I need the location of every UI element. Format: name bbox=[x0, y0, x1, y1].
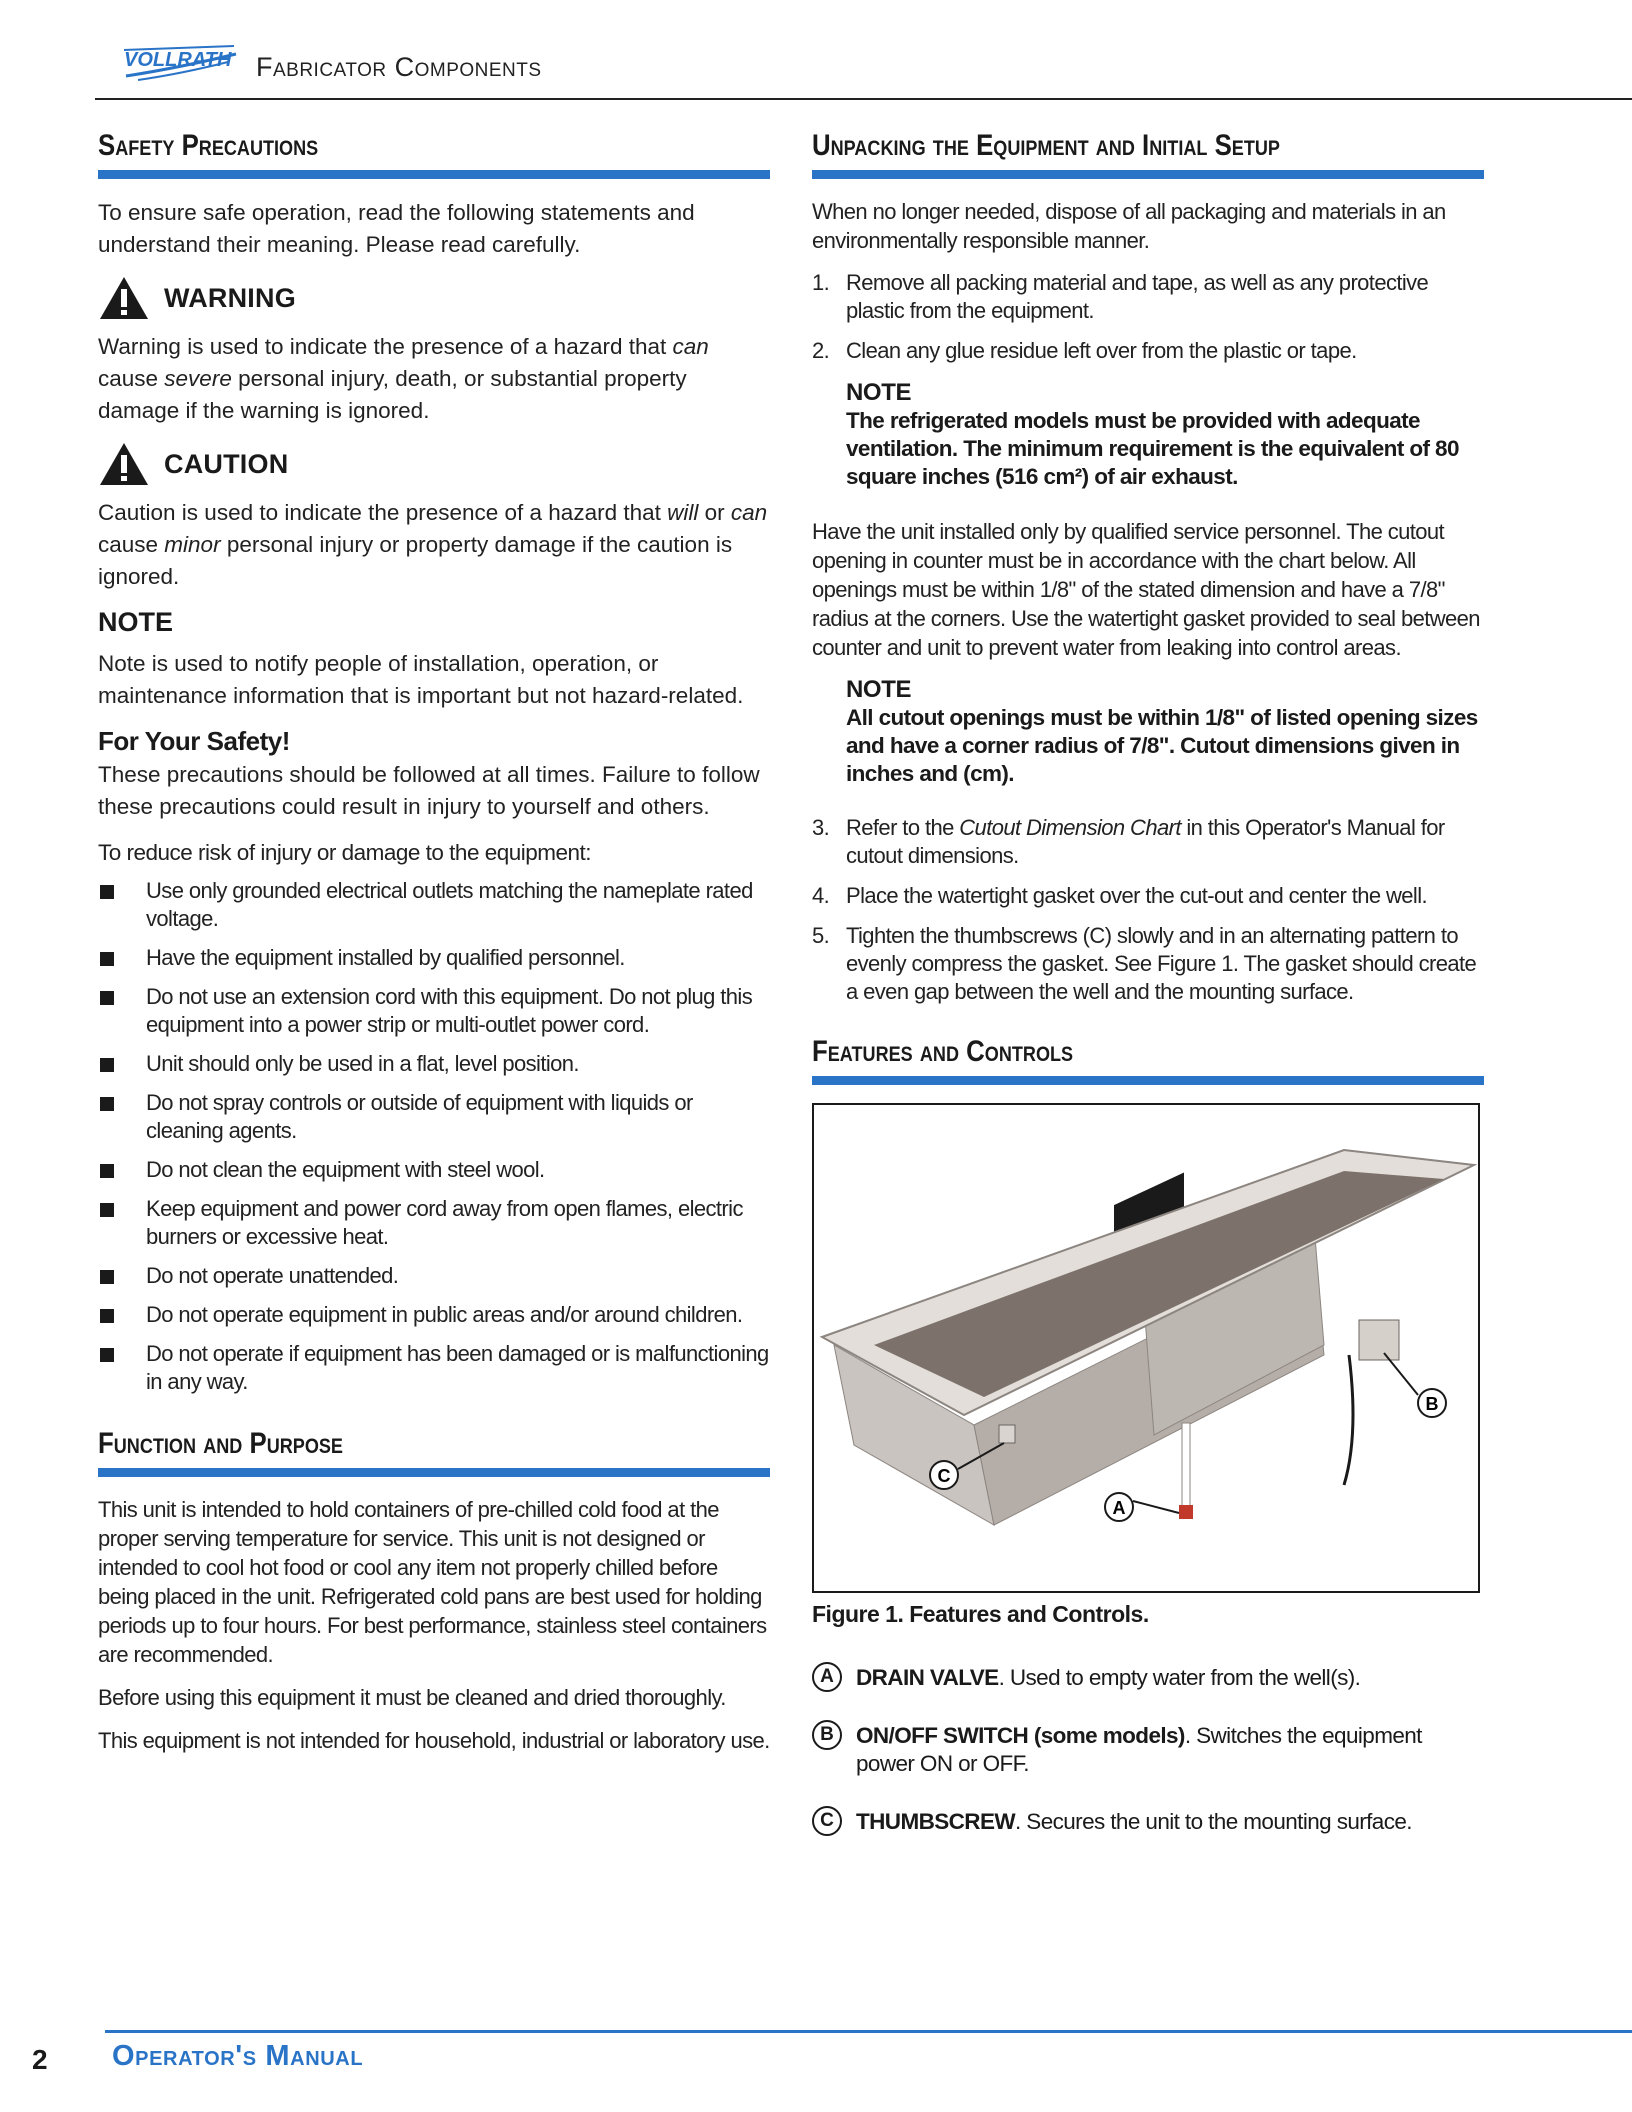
footer-divider bbox=[105, 2030, 1632, 2033]
unpacking-steps-b bbox=[812, 814, 1484, 1006]
bullet-square-icon bbox=[100, 1203, 114, 1217]
list-item: Do not operate unattended. bbox=[98, 1262, 770, 1290]
bullet-square-icon bbox=[100, 1058, 114, 1072]
section-bar bbox=[812, 170, 1484, 179]
header-divider bbox=[95, 98, 1632, 100]
svg-text:B: B bbox=[1425, 1394, 1439, 1414]
warning-label: WARNING bbox=[164, 282, 296, 313]
bullet-square-icon bbox=[100, 1097, 114, 1111]
list-item: 2. Clean any glue residue left over from the plastic or tape. bbox=[812, 338, 1357, 363]
bullet-square-icon bbox=[100, 885, 114, 899]
legend-item-b: B ON/OFF SWITCH (some models). Switches the equipment power ON or OFF. bbox=[812, 1722, 1484, 1778]
cutout-note bbox=[846, 676, 1484, 788]
list-item: Do not operate if equipment has been damaged or is malfunctioning in any way. bbox=[98, 1340, 770, 1396]
list-item: 5. Tighten the thumbscrews (C) slowly and in an alternating pattern to evenly compress the gasket. See Figure 1. The gasket should create a even gap between the well and the mounting surface. bbox=[812, 923, 1477, 1004]
ventilation-note bbox=[846, 379, 1484, 491]
note-heading: NOTE bbox=[846, 676, 912, 703]
list-item: Do not clean the equipment with steel wool. bbox=[98, 1156, 770, 1184]
callout-a-icon: A bbox=[812, 1662, 842, 1692]
bullet-square-icon bbox=[100, 1270, 114, 1284]
header-title: Fabricator Components bbox=[256, 52, 542, 82]
warning-text: Warning is used to indicate the presence of a hazard that can cause severe personal injury, death, or substantial property damage if the warning is ignored. bbox=[98, 334, 709, 423]
legend-item-c: C THUMBSCREW. Secures the unit to the mounting surface. bbox=[812, 1808, 1484, 1836]
list-item: 3. Refer to the Cutout Dimension Chart in this Operator's Manual for cutout dimensions. bbox=[812, 815, 1445, 868]
svg-text:C: C bbox=[937, 1466, 951, 1486]
for-your-safety-heading: For Your Safety! bbox=[98, 726, 290, 756]
caution-label: CAUTION bbox=[164, 448, 289, 479]
note-body: All cutout openings must be within 1/8" of listed opening sizes and have a corner radius of 7/8". Cutout dimensions given in inches and (cm). bbox=[846, 705, 1478, 786]
svg-text:A: A bbox=[1112, 1498, 1126, 1518]
safety-precautions-title: Safety Precautions bbox=[98, 129, 319, 162]
list-item: Keep equipment and power cord away from open flames, electric burners or excessive heat. bbox=[98, 1195, 770, 1251]
list-item: Do not use an extension cord with this equipment. Do not plug this equipment into a power strip or multi-outlet power cord. bbox=[98, 983, 770, 1039]
unpacking-title: Unpacking the Equipment and Initial Setup bbox=[812, 129, 1280, 162]
unpacking-intro: When no longer needed, dispose of all packaging and materials in an environmentally responsible manner. bbox=[812, 199, 1446, 253]
note-body: The refrigerated models must be provided with adequate ventilation. The minimum requirement is the equivalent of 80 square inches (516 cm²) of air exhaust. bbox=[846, 408, 1459, 489]
caution-triangle-icon bbox=[98, 441, 150, 487]
svg-text:VOLLRATH: VOLLRATH bbox=[124, 49, 232, 71]
bullet-square-icon bbox=[100, 952, 114, 966]
safety-intro: To ensure safe operation, read the following statements and understand their meaning. Please read carefully. bbox=[98, 200, 695, 257]
vollrath-logo bbox=[118, 36, 240, 88]
callout-b-icon: B bbox=[812, 1720, 842, 1750]
function-paragraph-1: This unit is intended to hold containers of pre-chilled cold food at the proper serving temperature for service. This unit is not designed or intended to cool hot food or cool any item not properly chilled before being placed in the unit. Refrigerated cold pans are best used for holding periods up to four hours. For best performance, stainless steel containers are recommended. bbox=[98, 1497, 767, 1667]
section-bar bbox=[812, 1076, 1484, 1085]
unpacking-steps-a bbox=[812, 269, 1484, 365]
note-label: NOTE bbox=[98, 607, 174, 637]
list-item: Unit should only be used in a flat, level position. bbox=[98, 1050, 770, 1078]
list-item: Use only grounded electrical outlets matching the nameplate rated voltage. bbox=[98, 877, 770, 933]
page-number: 2 bbox=[32, 2044, 48, 2075]
caution-text: Caution is used to indicate the presence of a hazard that will or can cause minor personal injury or property damage if the caution is ignored. bbox=[98, 500, 768, 589]
warning-heading bbox=[98, 275, 770, 321]
function-paragraph-2: Before using this equipment it must be cleaned and dried thoroughly. bbox=[98, 1685, 726, 1710]
section-bar bbox=[98, 1468, 770, 1477]
section-bar bbox=[98, 170, 770, 179]
bullet-square-icon bbox=[100, 1309, 114, 1323]
note-text: Note is used to notify people of installation, operation, or maintenance information that is important but not hazard-related. bbox=[98, 651, 744, 708]
bullet-square-icon bbox=[100, 1164, 114, 1178]
right-column bbox=[812, 128, 1484, 1866]
footer-title: Operator's Manual bbox=[112, 2040, 364, 2072]
safety-bullet-list bbox=[98, 877, 770, 1396]
warning-triangle-icon bbox=[98, 275, 150, 321]
list-item: 1. Remove all packing material and tape, as well as any protective plastic from the equipment. bbox=[812, 270, 1429, 323]
left-column bbox=[98, 128, 770, 1769]
reduce-risk-text: To reduce risk of injury or damage to the equipment: bbox=[98, 840, 592, 865]
function-paragraph-3: This equipment is not intended for household, industrial or laboratory use. bbox=[98, 1728, 770, 1753]
list-item: Have the equipment installed by qualified personnel. bbox=[98, 944, 770, 972]
list-item: 4. Place the watertight gasket over the cut-out and center the well. bbox=[812, 883, 1428, 908]
cold-well-illustration bbox=[814, 1105, 1478, 1591]
callout-c-icon: C bbox=[812, 1806, 842, 1836]
list-item: Do not spray controls or outside of equipment with liquids or cleaning agents. bbox=[98, 1089, 770, 1145]
features-figure bbox=[812, 1103, 1480, 1593]
legend-item-a: A DRAIN VALVE. Used to empty water from the well(s). bbox=[812, 1664, 1484, 1692]
caution-heading bbox=[98, 441, 770, 487]
list-item: Do not operate equipment in public areas and/or around children. bbox=[98, 1301, 770, 1329]
bullet-square-icon bbox=[100, 991, 114, 1005]
note-heading: NOTE bbox=[846, 379, 912, 406]
features-controls-title: Features and Controls bbox=[812, 1035, 1074, 1068]
figure-caption: Figure 1. Features and Controls. bbox=[812, 1601, 1149, 1627]
for-your-safety-text: These precautions should be followed at all times. Failure to follow these precautions could result in injury to yourself and others. bbox=[98, 762, 760, 819]
install-text: Have the unit installed only by qualified service personnel. The cutout opening in counter must be in accordance with the chart below. All openings must be within 1/8" of the stated dimension and have a 7/8" radius at the corners. Use the watertight gasket provided to seal between counter and unit to prevent water from leaking into control areas. bbox=[812, 519, 1480, 660]
function-purpose-title: Function and Purpose bbox=[98, 1427, 343, 1460]
bullet-square-icon bbox=[100, 1348, 114, 1362]
